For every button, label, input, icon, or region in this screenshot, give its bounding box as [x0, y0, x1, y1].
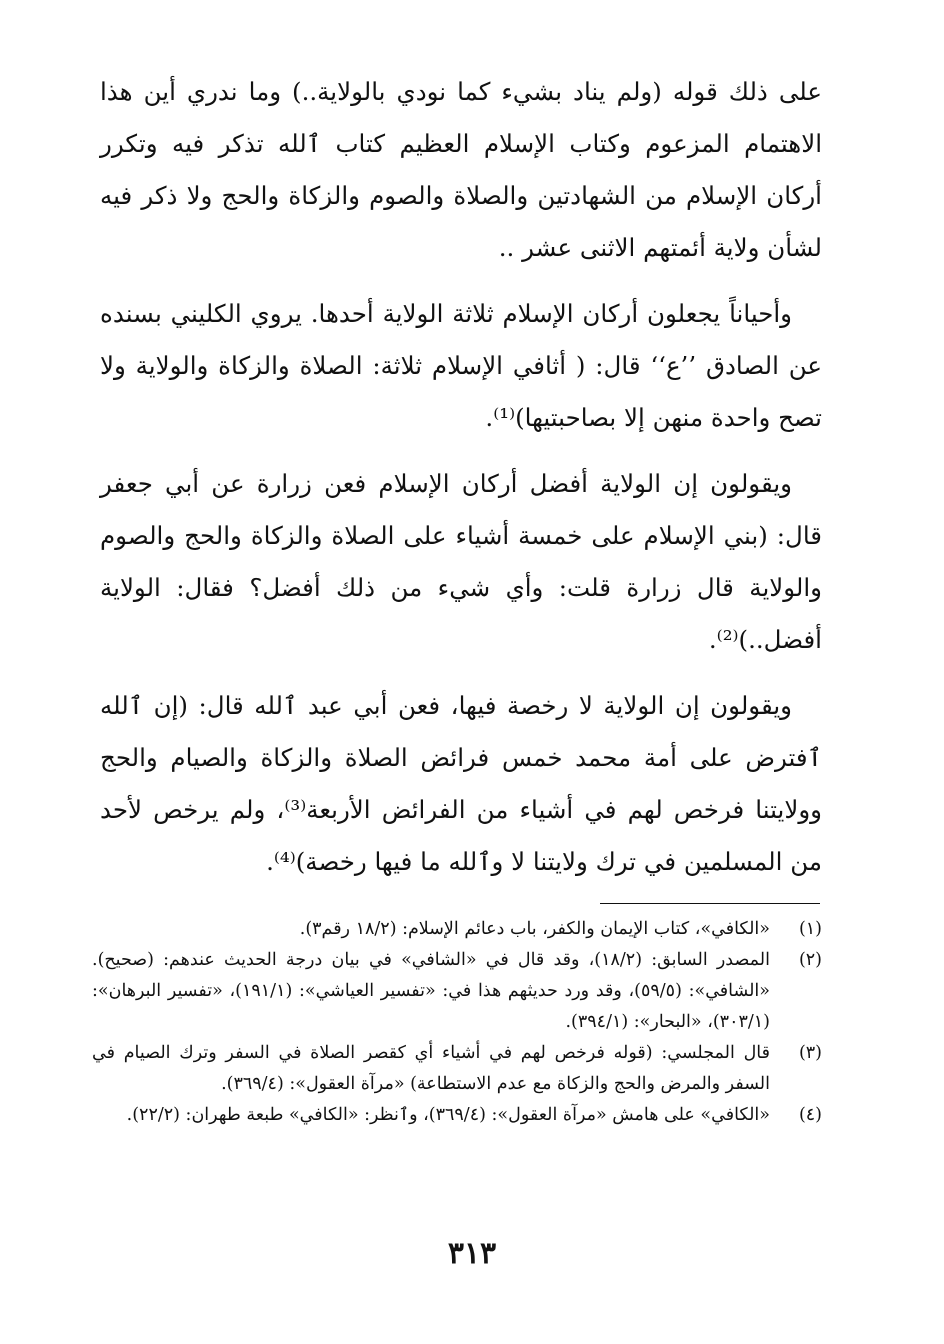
footnote-3	[92, 1038, 822, 1100]
paragraph-2: وأحياناً يجعلون أركان الإسلام ثلاثة الولاية أحدها. يروي الكليني بسنده عن الصادق ’’ع‘‘ قال: ( أثافي الإسلام ثلاثة: الصلاة والزكاة والولاية ولا تصح واحدة منهن إلا بصاحبتيها)⁽¹⁾.	[100, 299, 822, 432]
footnote-number: (١)	[798, 919, 822, 939]
footnote-text: «الكافي»، كتاب الإيمان والكفر، باب دعائم الإسلام: (١٨/٢ رقم٣).	[299, 919, 770, 939]
footnotes	[92, 914, 822, 1131]
footnote-2	[92, 945, 822, 1038]
footnote-text: المصدر السابق: (١٨/٢)، وقد قال في «الشافي» في بيان درجة الحديث عندهم: (صحيح). «الشافي»: (٥٩/٥)، وقد ورد حديثهم هذا في: «تفسير العياشي»: (١٩١/١)، «تفسير البرهان»: (٣٠٣/١)، «البحار»: (٣٩٤/١).	[92, 950, 770, 1032]
main-text	[100, 66, 822, 902]
footnote-4	[92, 1100, 822, 1131]
footnote-separator	[600, 903, 820, 904]
footnote-1	[92, 914, 822, 945]
footnote-number: (٣)	[798, 1043, 822, 1063]
page-number: ٣١٣	[447, 1236, 497, 1271]
footnote-text: «الكافي» على هامش «مرآة العقول»: (٣٦٩/٤)، وٱنظر: «الكافي» طبعة طهران: (٢٢/٢).	[126, 1105, 770, 1125]
paragraph-3: ويقولون إن الولاية أفضل أركان الإسلام فعن زرارة عن أبي جعفر قال: (بني الإسلام على خمسة أشياء على الصلاة والزكاة والحج والصوم والولاية قال زرارة قلت: وأي شيء من ذلك أفضل؟ فقال: الولاية أفضل..)⁽²⁾.	[100, 469, 822, 654]
footnote-text: قال المجلسي: (قوله فرخص لهم في أشياء أي كقصر الصلاة في السفر وترك الصيام في السفر والمرض والحج والزكاة مع عدم الاستطاعة) «مرآة العقول»: (٣٦٩/٤).	[92, 1043, 770, 1094]
footnote-number: (٢)	[798, 950, 822, 970]
paragraph-1: على ذلك قوله (ولم يناد بشيء كما نودي بالولاية..) وما ندري أين هذا الاهتمام المزعوم وكتاب الإسلام العظيم كتاب ٱلله تذكر فيه وتكرر أركان الإسلام من الشهادتين والصلاة والصوم والزكاة والحج ولا ذكر فيه لشأن ولاية أئمتهم الاثنى عشر ..	[100, 77, 822, 262]
paragraph-4: ويقولون إن الولاية لا رخصة فيها، فعن أبي عبد ٱلله قال: (إن ٱلله ٱفترض على أمة محمد خمس فرائض الصلاة والزكاة والصيام والحج وولايتنا فرخص لهم في أشياء من الفرائض الأربعة⁽³⁾، ولم يرخص لأحد من المسلمين في ترك ولايتنا لا وٱلله ما فيها رخصة)⁽⁴⁾.	[100, 691, 822, 876]
footnote-number: (٤)	[798, 1105, 822, 1125]
